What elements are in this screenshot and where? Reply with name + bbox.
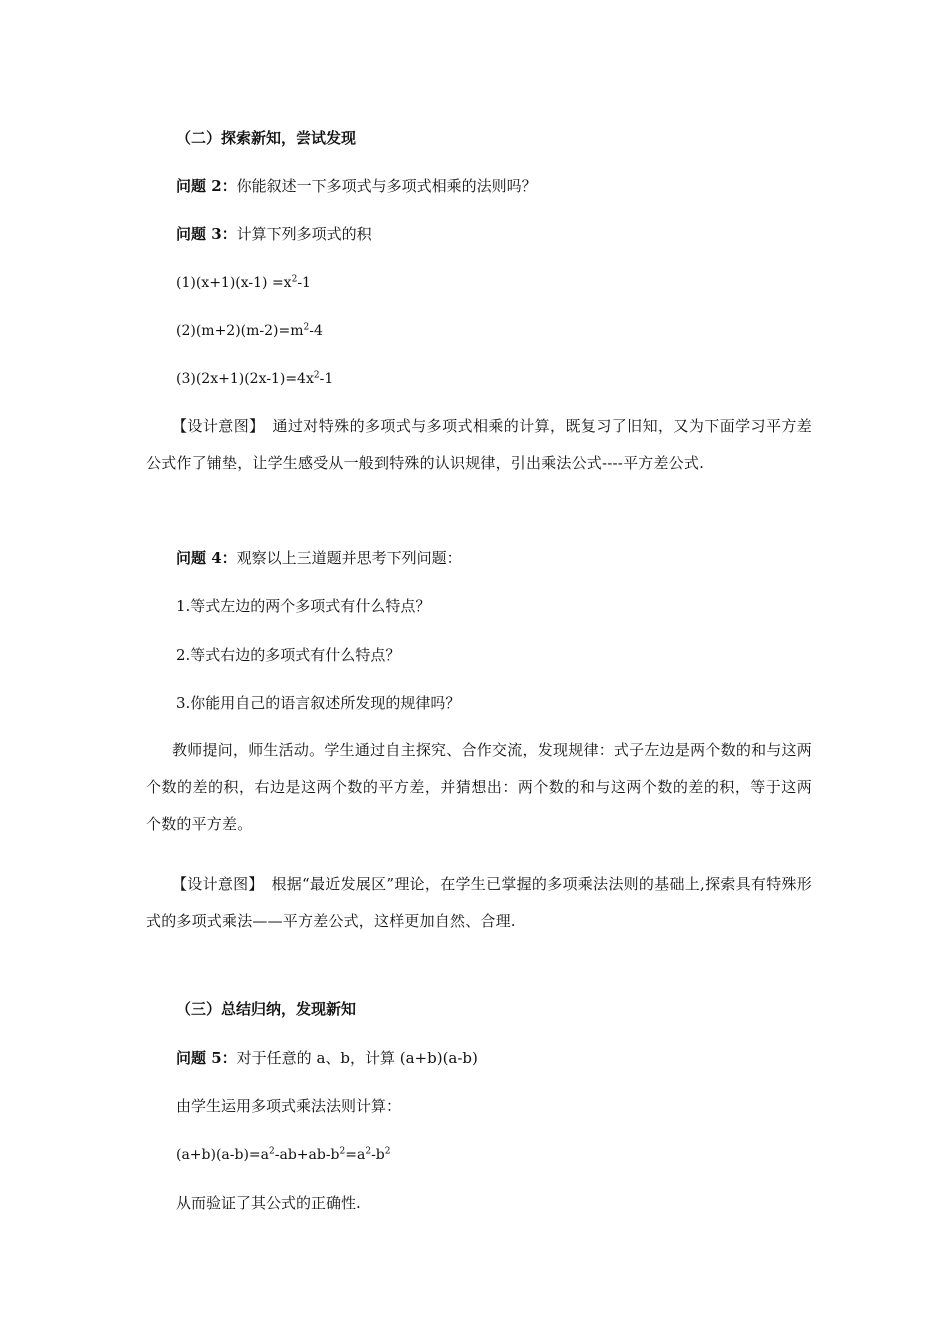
question-2-text: 你能叙述一下多项式与多项式相乘的法则吗？ [236,177,537,195]
question-2-label: 问题 2： [176,177,237,195]
calc-item-2-lhs: (2)(m+2)(m-2)=m [176,323,304,339]
formula-exponent-2: 2 [339,1146,346,1157]
section-heading-2: （二）探索新知，尝试发现 [176,129,357,147]
calc-item-3 [176,369,333,389]
teacher-activity: 教师提问，师生活动。学生通过自主探究、合作交流，发现规律：式子左边是两个数的和与这两个数的差的积，右边是这两个数的平方差，并猜想出：两个数的和与这两个数的差的积，等于这两个数的平方差。 [146,741,812,833]
design-intent-1: 【设计意图】 通过对特殊的多项式与多项式相乘的计算，既复习了旧知，又为下面学习平方差公式作了铺垫，让学生感受从一般到特殊的认识规律，引出乘法公式----平方差公式. [146,417,812,472]
formula-exponent-4: 2 [384,1146,391,1157]
calc-item-3-lhs: (3)(2x+1)(2x-1)=4x [176,371,314,387]
section-heading-3: （三）总结归纳，发现新知 [176,1000,357,1018]
calc-item-2-rhs: -4 [309,323,323,339]
formula-part-3: =a [345,1147,366,1163]
formula-part-1: (a+b)(a-b)=a [176,1147,270,1163]
question-5-text: 对于任意的 a、b，计算 (a+b)(a-b) [236,1049,478,1067]
question-5-label: 问题 5： [176,1049,237,1067]
calculation-step: 由学生运用多项式乘法法则计算： [176,1097,402,1115]
question-4-text: 观察以上三道题并思考下列问题： [236,549,462,567]
calc-item-3-exponent: 2 [313,370,320,381]
question-4-item-3: 3.你能用自己的语言叙述所发现的规律吗？ [176,694,461,712]
question-4-item-2: 2.等式右边的多项式有什么特点？ [176,646,401,664]
calc-item-3-rhs: -1 [319,371,334,387]
question-3-label: 问题 3： [176,225,237,243]
question-4-label: 问题 4： [176,549,237,567]
formula-exponent-3: 2 [365,1146,372,1157]
formula-exponent-1: 2 [269,1146,275,1157]
calc-item-1-lhs: (1)(x+1)(x-1) =x [176,275,292,291]
question-2 [176,176,537,196]
conclusion: 从而验证了其公式的正确性. [176,1194,361,1212]
question-5 [176,1048,478,1068]
calc-item-2 [176,321,323,341]
formula-part-4: -b [371,1147,385,1163]
question-4 [176,548,462,568]
question-3-text: 计算下列多项式的积 [236,225,372,243]
calc-item-2-exponent: 2 [303,322,310,333]
design-intent-2: 【设计意图】 根据“最近发展区”理论，在学生已掌握的多项乘法法则的基础上,探索具有特殊形式的多项式乘法——平方差公式，这样更加自然、合理. [146,875,812,930]
formula [176,1145,391,1165]
question-4-item-1: 1.等式左边的两个多项式有什么特点？ [176,597,431,615]
question-3 [176,224,372,244]
calc-item-1 [176,273,311,293]
calc-item-1-exponent: 2 [291,274,298,285]
calc-item-1-rhs: -1 [297,275,311,291]
formula-part-2: -ab+ab-b [274,1147,340,1163]
